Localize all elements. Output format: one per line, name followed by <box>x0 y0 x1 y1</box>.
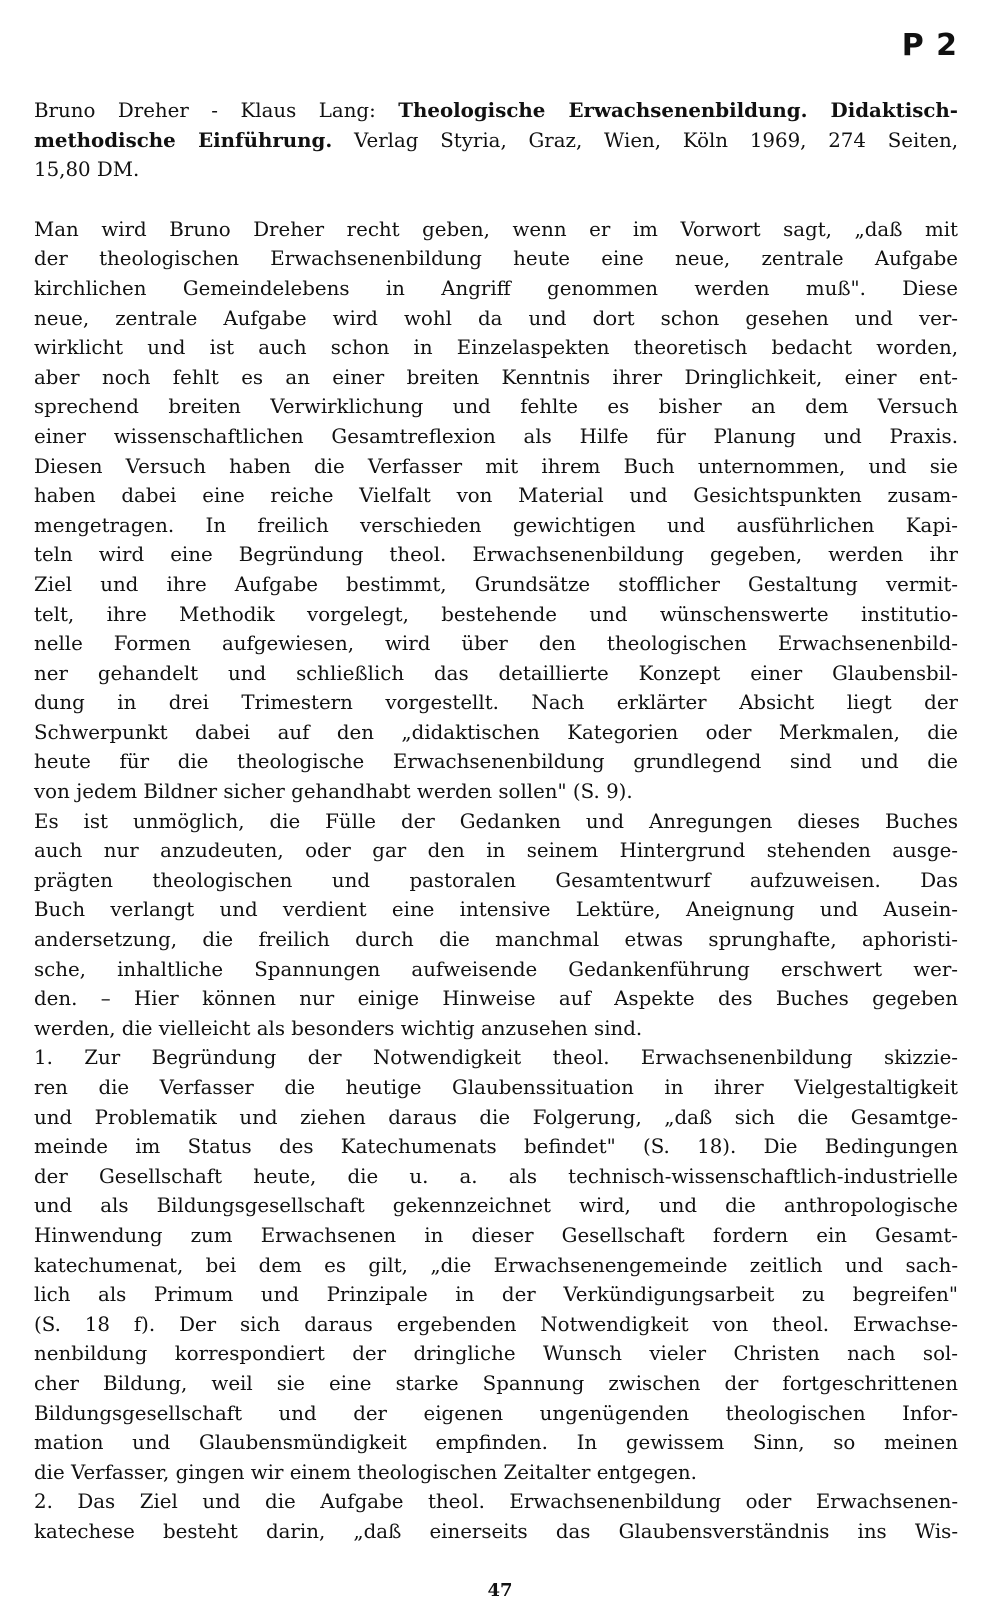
text-line: von jedem Bildner sicher gehandhabt werden sollen" (S. 9). <box>34 780 633 804</box>
paragraph-gap <box>34 185 958 215</box>
text-line: lich als Primum und Prinzipale in der Verkündigungsarbeit zu begreifen" <box>34 1283 958 1307</box>
citation-publisher: Verlag Styria, Graz, Wien, Köln 1969, 274 Seiten, <box>332 128 958 152</box>
text-line: der theologischen Erwachsenenbildung heute eine neue, zentrale Aufgabe <box>34 247 958 271</box>
text-line: nenbildung korrespondiert der dringliche Wunsch vieler Christen nach sol- <box>34 1342 958 1366</box>
page-number: 47 <box>487 1580 513 1601</box>
text-line: ner gehandelt und schließlich das detaillierte Konzept einer Glaubensbil- <box>34 661 958 685</box>
text-line: katechese besteht darin, „daß einerseits das Glaubensverständnis ins Wis- <box>34 1519 958 1543</box>
text-line: Diesen Versuch haben die Verfasser mit ihrem Buch unternommen, und sie <box>34 454 958 478</box>
citation-price: 15,80 DM. <box>34 158 140 182</box>
text-line: Ziel und ihre Aufgabe bestimmt, Grundsätze stofflicher Gestaltung vermit- <box>34 572 958 596</box>
text-line: auch nur anzudeuten, oder gar den in seinem Hintergrund stehenden ausge- <box>34 839 958 863</box>
text-line: meinde im Status des Katechumenats befindet" (S. 18). Die Bedingungen <box>34 1135 958 1159</box>
text-line: wirklicht und ist auch schon in Einzelaspekten theoretisch bedacht worden, <box>34 336 958 360</box>
text-line: katechumenat, bei dem es gilt, „die Erwachsenengemeinde zeitlich und sach- <box>34 1253 958 1277</box>
text-line: haben dabei eine reiche Vielfalt von Material und Gesichtspunkten zusam- <box>34 484 958 508</box>
text-line: einer wissenschaftlichen Gesamtreflexion als Hilfe für Planung und Praxis. <box>34 424 958 448</box>
text-line: Hinwendung zum Erwachsenen in dieser Gesellschaft fordern ein Gesamt- <box>34 1223 958 1247</box>
text-line: aber noch fehlt es an einer breiten Kenntnis ihrer Dringlichkeit, einer ent- <box>34 365 958 389</box>
text-line: 1. Zur Begründung der Notwendigkeit theol. Erwachsenenbildung skizzie- <box>34 1046 958 1070</box>
text-line: nelle Formen aufgewiesen, wird über den theologischen Erwachsenenbild- <box>34 632 958 656</box>
text-line: der Gesellschaft heute, die u. a. als technisch-wissenschaftlich-industrielle <box>34 1164 958 1188</box>
citation-line-2 <box>34 126 958 156</box>
text-line: ren die Verfasser die heutige Glaubenssituation in ihrer Vielgestaltigkeit <box>34 1076 958 1099</box>
text-line: teln wird eine Begründung theol. Erwachsenenbildung gegeben, werden ihr <box>34 543 958 567</box>
text-line: kirchlichen Gemeindelebens in Angriff genommen werden muß". Diese <box>34 276 958 300</box>
text-line: Buch verlangt und verdient eine intensive Lektüre, Aneignung und Ausein- <box>34 898 958 922</box>
citation-subtitle: methodische Einführung. <box>34 127 333 152</box>
text-line: sprechend breiten Verwirklichung und fehlte es bisher an dem Versuch <box>34 395 958 419</box>
text-line: sche, inhaltliche Spannungen aufweisende Gedankenführung erschwert wer- <box>34 957 958 981</box>
citation-title: Theologische Erwachsenenbildung. Didaktisch- <box>398 98 959 122</box>
text-line: Bildungsgesellschaft und der eigenen ungenügenden theologischen Infor- <box>34 1401 958 1425</box>
text-line: die Verfasser, gingen wir einem theologischen Zeitalter entgegen. <box>34 1460 697 1484</box>
review-text <box>34 215 958 1547</box>
text-line: und als Bildungsgesellschaft gekennzeichnet wird, und die anthropologische <box>34 1194 958 1218</box>
article-body <box>34 96 958 1547</box>
text-line: cher Bildung, weil sie eine starke Spannung zwischen der fortgeschrittenen <box>34 1371 958 1395</box>
text-line: 2. Das Ziel und die Aufgabe theol. Erwachsenenbildung oder Erwachsenen- <box>34 1490 958 1514</box>
text-line: dung in drei Trimestern vorgestellt. Nach erklärter Absicht liegt der <box>34 691 958 715</box>
text-line: den. – Hier können nur einige Hinweise auf Aspekte des Buches gegeben <box>34 987 958 1011</box>
text-line: (S. 18 f). Der sich daraus ergebenden Notwendigkeit von theol. Erwachse- <box>34 1312 958 1336</box>
text-line: telt, ihre Methodik vorgelegt, bestehende und wünschenswerte institutio- <box>34 602 958 626</box>
page-label: P 2 <box>901 28 958 63</box>
citation-line-1 <box>34 96 958 126</box>
text-line: werden, die vielleicht als besonders wichtig anzusehen sind. <box>34 1016 643 1040</box>
text-line: Man wird Bruno Dreher recht geben, wenn er im Vorwort sagt, „daß mit <box>34 217 958 241</box>
text-line: prägten theologischen und pastoralen Gesamtentwurf aufzuweisen. Das <box>34 868 958 892</box>
text-line: andersetzung, die freilich durch die manchmal etwas sprunghafte, aphoristi- <box>34 928 958 952</box>
text-line: mengetragen. In freilich verschieden gewichtigen und ausführlichen Kapi- <box>34 513 958 537</box>
text-line: und Problematik und ziehen daraus die Folgerung, „daß sich die Gesamtge- <box>34 1105 958 1129</box>
text-line: Es ist unmöglich, die Fülle der Gedanken und Anregungen dieses Buches <box>34 809 958 833</box>
book-citation <box>34 96 958 185</box>
citation-authors: Bruno Dreher - Klaus Lang: <box>34 99 399 122</box>
text-line: heute für die theologische Erwachsenenbildung grundlegend sind und die <box>34 750 958 774</box>
text-line: Schwerpunkt dabei auf den „didaktischen Kategorien oder Merkmalen, die <box>34 720 958 744</box>
text-line: mation und Glaubensmündigkeit empfinden. In gewissem Sinn, so meinen <box>34 1431 958 1455</box>
text-line: neue, zentrale Aufgabe wird wohl da und dort schon gesehen und ver- <box>34 306 958 330</box>
